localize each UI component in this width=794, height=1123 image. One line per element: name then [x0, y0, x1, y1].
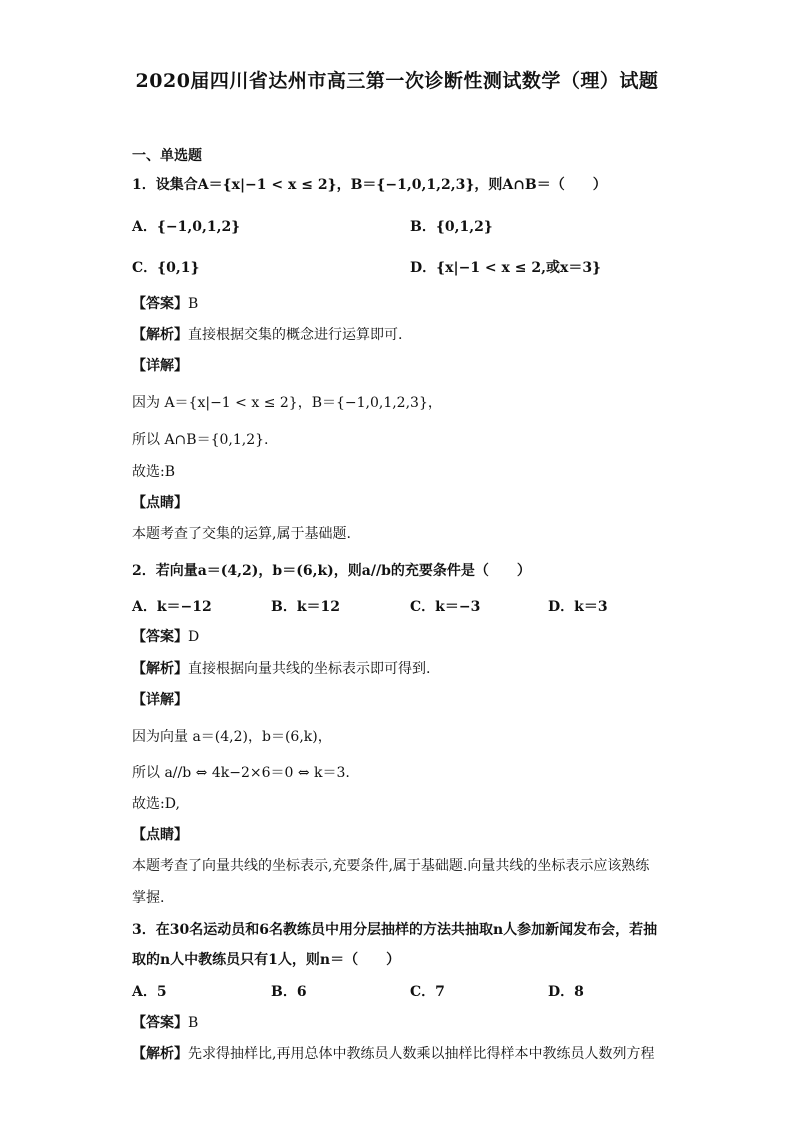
q2-comment-line-1: 本题考查了向量共线的坐标表示,充要条件,属于基础题.向量共线的坐标表示应该熟练: [132, 858, 650, 874]
q1-detail-label: [132, 356, 188, 376]
analysis-label: 【解析】: [132, 327, 188, 343]
question-2-stem: 2．若向量a＝(4,2)，b＝(6,k)，则a//b的充要条件是（ ）: [132, 563, 531, 579]
q2-detail-line-3: 故选:D,: [132, 796, 180, 812]
q2-detail-line-1: 因为向量 a＝(4,2)，b＝(6,k)，: [132, 729, 332, 745]
comment-label: 【点睛】: [132, 827, 188, 843]
q1-detail-line-1: 因为 A＝{x|−1 < x ≤ 2}，B＝{−1,0,1,2,3}，: [132, 395, 442, 411]
analysis-text: 直接根据向量共线的坐标表示即可得到.: [188, 661, 431, 677]
analysis-text: 先求得抽样比,再用总体中教练员人数乘以抽样比得样本中教练员人数列方程: [188, 1046, 655, 1062]
q1-answer: [132, 294, 198, 314]
q1-option-c: C．{0,1}: [132, 260, 200, 276]
q2-detail-line-2: 所以 a//b ⇔ 4k−2×6＝0 ⇔ k＝3.: [132, 765, 350, 781]
q3-option-a: A．5: [132, 984, 167, 1000]
answer-value: B: [188, 296, 199, 312]
q1-comment: 本题考查了交集的运算,属于基础题.: [132, 526, 351, 542]
q2-comment-label: [132, 825, 188, 845]
analysis-text: 直接根据交集的概念进行运算即可.: [188, 327, 403, 343]
q1-detail-line-2: 所以 A∩B＝{0,1,2}.: [132, 432, 269, 448]
analysis-label: 【解析】: [132, 661, 188, 677]
section-heading: 一、单选题: [132, 148, 202, 164]
answer-label: 【答案】: [132, 1015, 188, 1031]
q2-option-b: B．k＝12: [271, 599, 341, 615]
q1-option-d: D．{x|−1 < x ≤ 2,或x＝3}: [410, 260, 602, 276]
comment-label: 【点睛】: [132, 495, 188, 511]
q2-option-c: C．k＝−3: [410, 599, 481, 615]
detail-label: 【详解】: [132, 358, 188, 374]
question-3-stem-line-1: 3．在30名运动员和6名教练员中用分层抽样的方法共抽取n人参加新闻发布会，若抽: [132, 922, 658, 938]
q1-option-b: B．{0,1,2}: [410, 219, 493, 235]
answer-value: B: [188, 1015, 199, 1031]
q1-comment-label: [132, 493, 188, 513]
page-title: 2020届四川省达州市高三第一次诊断性测试数学（理）试题: [135, 70, 659, 92]
detail-label: 【详解】: [132, 692, 188, 708]
q1-analysis: [132, 325, 402, 345]
q3-option-b: B．6: [271, 984, 307, 1000]
q3-option-c: C．7: [410, 984, 445, 1000]
q1-detail-line-3: 故选:B: [132, 464, 176, 480]
question-1-stem: 1．设集合A＝{x|−1 < x ≤ 2}，B＝{−1,0,1,2,3}，则A∩B＝（ ）: [132, 177, 607, 193]
q2-detail-label: [132, 690, 188, 710]
q2-comment-line-2: 掌握.: [132, 890, 165, 906]
q2-option-a: A．k＝−12: [132, 599, 212, 615]
answer-label: 【答案】: [132, 296, 188, 312]
q1-option-a: A．{−1,0,1,2}: [132, 219, 241, 235]
q2-option-d: D．k＝3: [548, 599, 608, 615]
q3-analysis: [132, 1044, 654, 1064]
q3-answer: [132, 1013, 198, 1033]
q3-option-d: D．8: [548, 984, 584, 1000]
answer-label: 【答案】: [132, 629, 188, 645]
question-3-stem-line-2: 取的n人中教练员只有1人，则n＝（ ）: [132, 952, 401, 968]
analysis-label: 【解析】: [132, 1046, 188, 1062]
q2-analysis: [132, 659, 430, 679]
answer-value: D: [188, 629, 200, 645]
q2-answer: [132, 627, 199, 647]
